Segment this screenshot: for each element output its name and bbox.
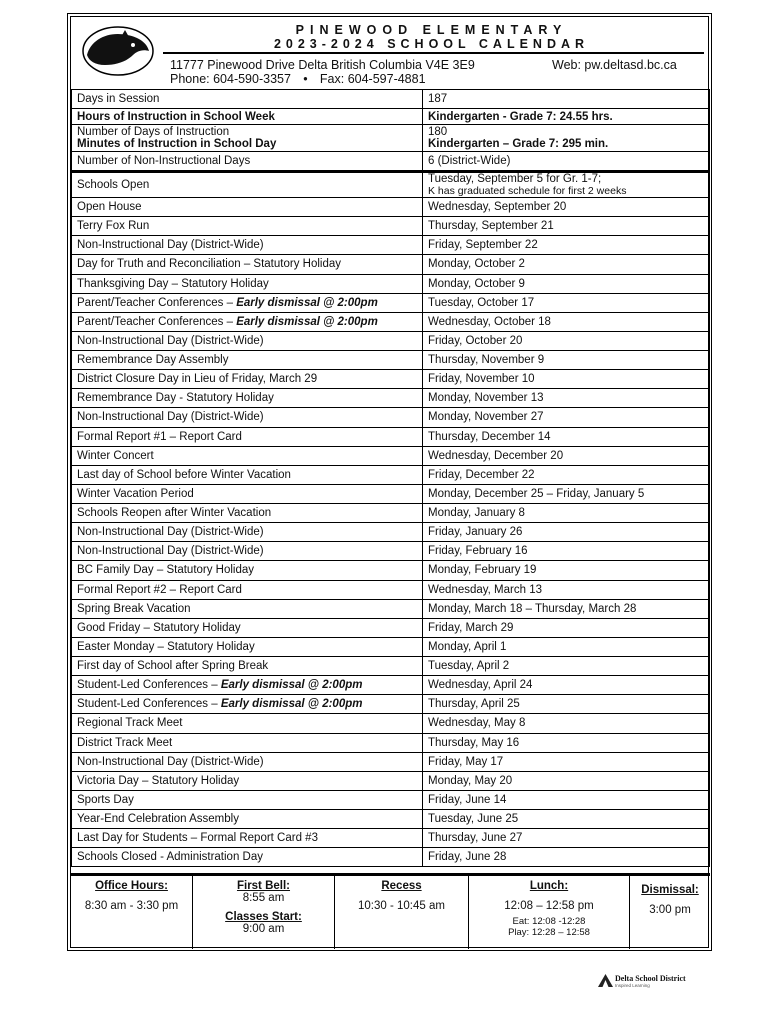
table-row: [72, 810, 710, 829]
event-label-text: Open House: [77, 201, 142, 214]
event-date: Tuesday, June 25: [423, 810, 710, 829]
event-label-text: District Track Meet: [77, 736, 173, 749]
summary-label: Number of Non-Instructional Days: [72, 152, 423, 172]
table-row: [72, 152, 710, 172]
table-row: [72, 695, 710, 714]
table-row: [72, 714, 710, 733]
event-label: [72, 312, 423, 331]
summary-label: [72, 125, 423, 152]
table-row: [72, 446, 710, 465]
lunch-cell: [469, 875, 630, 950]
early-dismissal-note: Early dismissal @ 2:00pm: [220, 698, 363, 711]
event-date: Wednesday, April 24: [423, 676, 710, 695]
event-label: [72, 637, 423, 656]
table-row: [72, 312, 710, 331]
event-label: [72, 752, 423, 771]
early-dismissal-note: Early dismissal @ 2:00pm: [236, 296, 378, 309]
table-row: [72, 637, 710, 656]
table-row: [72, 465, 710, 484]
event-label: [72, 274, 423, 293]
table-row: [72, 198, 710, 217]
bell-schedule: [71, 873, 710, 949]
event-date: Wednesday, September 20: [423, 198, 710, 217]
classes-start-label: Classes Start:: [225, 911, 302, 923]
event-label-text: Schools Reopen after Winter Vacation: [77, 507, 272, 520]
table-row: [72, 599, 710, 618]
event-label-text: District Closure Day in Lieu of Friday, March 29: [77, 373, 318, 386]
event-label: [72, 714, 423, 733]
panther-logo-icon: [81, 25, 155, 77]
table-row: [72, 848, 710, 867]
event-date: Monday, February 19: [423, 561, 710, 580]
district-logo: [598, 972, 708, 992]
event-label-text: Schools Closed - Administration Day: [77, 851, 263, 864]
event-label: [72, 695, 423, 714]
event-date: Thursday, April 25: [423, 695, 710, 714]
table-row: [72, 542, 710, 561]
event-label: [72, 580, 423, 599]
recess-value: 10:30 - 10:45 am: [358, 900, 445, 912]
summary-value: Kindergarten - Grade 7: 24.55 hrs.: [423, 109, 710, 125]
event-date: Friday, October 20: [423, 331, 710, 350]
event-label-text: Day for Truth and Reconciliation – Statutory Holiday: [77, 258, 341, 271]
event-date: Friday, June 28: [423, 848, 710, 867]
event-date: Monday, October 2: [423, 255, 710, 274]
table-row: [72, 790, 710, 809]
event-label: [72, 370, 423, 389]
calendar-frame: [67, 13, 712, 951]
event-date: Friday, March 29: [423, 618, 710, 637]
delta-triangle-logo-icon: [598, 974, 613, 987]
bullet-separator: •: [303, 72, 308, 86]
event-label-text: Student-Led Conferences –: [77, 698, 221, 711]
table-row: [72, 217, 710, 236]
event-date: Tuesday, April 2: [423, 657, 710, 676]
contact-line: [170, 72, 426, 86]
event-date: Thursday, December 14: [423, 427, 710, 446]
summary-value: 6 (District-Wide): [423, 152, 710, 172]
event-label: [72, 561, 423, 580]
phone-number: Phone: 604-590-3357: [170, 72, 291, 86]
district-tagline: Inspired Learning: [615, 983, 650, 988]
event-label-text: Parent/Teacher Conferences –: [77, 296, 237, 309]
event-label: [72, 523, 423, 542]
event-label: [72, 676, 423, 695]
event-label-text: Spring Break Vacation: [77, 602, 191, 615]
table-row: [72, 125, 710, 152]
dismissal-label: Dismissal:: [641, 884, 699, 896]
office-hours-value: 8:30 am - 3:30 pm: [84, 900, 179, 912]
event-label-text: Non-Instructional Day (District-Wide): [77, 334, 264, 347]
table-row: [72, 771, 710, 790]
event-label: [72, 848, 423, 867]
event-label-text: First day of School after Spring Break: [77, 660, 269, 673]
lunch-value: 12:08 – 12:58 pm: [504, 900, 594, 912]
event-label: [72, 599, 423, 618]
table-row: [72, 427, 710, 446]
event-label-text: Student-Led Conferences –: [77, 679, 221, 692]
event-date: Friday, November 10: [423, 370, 710, 389]
event-label: [72, 790, 423, 809]
event-label-text: Winter Vacation Period: [77, 487, 194, 500]
event-label: [72, 389, 423, 408]
event-label-text: Non-Instructional Day (District-Wide): [77, 755, 264, 768]
event-date: Friday, September 22: [423, 236, 710, 255]
event-date: Friday, February 16: [423, 542, 710, 561]
event-label: [72, 293, 423, 312]
minutes-instruction-label: Minutes of Instruction in School Day: [77, 138, 277, 150]
table-row: [72, 752, 710, 771]
event-label-text: BC Family Day – Statutory Holiday: [77, 564, 255, 577]
event-date: Friday, December 22: [423, 465, 710, 484]
event-label: [72, 810, 423, 829]
event-date: Friday, January 26: [423, 523, 710, 542]
event-date: Monday, May 20: [423, 771, 710, 790]
event-label: [72, 465, 423, 484]
event-label-text: Non-Instructional Day (District-Wide): [77, 545, 264, 558]
event-label-text: Victoria Day – Statutory Holiday: [77, 774, 240, 787]
days-instruction-label: Number of Days of Instruction: [77, 126, 230, 138]
summary-value: [423, 125, 710, 152]
bell-times-cell: [193, 875, 335, 950]
event-label: [72, 408, 423, 427]
event-date: Tuesday, October 17: [423, 293, 710, 312]
school-address: 11777 Pinewood Drive Delta British Columbia V4E 3E9: [170, 58, 475, 72]
event-label: [72, 618, 423, 637]
event-date: Thursday, September 21: [423, 217, 710, 236]
dismissal-value: 3:00 pm: [649, 904, 691, 916]
table-row: [72, 172, 710, 198]
classes-start-value: 9:00 am: [242, 923, 285, 935]
event-date: Monday, March 18 – Thursday, March 28: [423, 599, 710, 618]
event-date: Wednesday, December 20: [423, 446, 710, 465]
event-label: [72, 331, 423, 350]
event-label-text: Winter Concert: [77, 449, 154, 462]
summary-value: 187: [423, 90, 710, 109]
dismissal-cell: [630, 875, 711, 950]
event-date: Thursday, November 9: [423, 351, 710, 370]
event-label-text: Thanksgiving Day – Statutory Holiday: [77, 277, 269, 290]
event-date: Friday, June 14: [423, 790, 710, 809]
table-row: [72, 109, 710, 125]
event-label-text: Good Friday – Statutory Holiday: [77, 621, 241, 634]
event-label: [72, 504, 423, 523]
early-dismissal-note: Early dismissal @ 2:00pm: [220, 679, 363, 692]
event-date: Monday, January 8: [423, 504, 710, 523]
recess-label: Recess: [381, 880, 422, 892]
table-row: [72, 523, 710, 542]
days-instruction-value: 180: [428, 126, 448, 138]
event-date: Thursday, June 27: [423, 829, 710, 848]
table-row: [72, 733, 710, 752]
table-row: [72, 389, 710, 408]
event-label: [72, 217, 423, 236]
event-label: [72, 657, 423, 676]
event-label: [72, 236, 423, 255]
calendar-title: 2023-2024 SCHOOL CALENDAR: [273, 37, 590, 51]
event-label: [72, 829, 423, 848]
early-dismissal-note: Early dismissal @ 2:00pm: [236, 315, 378, 328]
minutes-instruction-value: Kindergarten – Grade 7: 295 min.: [428, 138, 609, 150]
table-row: [72, 829, 710, 848]
table-row: [72, 504, 710, 523]
event-date: Wednesday, May 8: [423, 714, 710, 733]
event-label-text: Last day of School before Winter Vacation: [77, 468, 291, 481]
event-label: [72, 484, 423, 503]
event-label: [72, 542, 423, 561]
summary-label: Hours of Instruction in School Week: [72, 109, 423, 125]
school-website: Web: pw.deltasd.bc.ca: [552, 58, 677, 72]
event-label-text: Non-Instructional Day (District-Wide): [77, 239, 264, 252]
table-row: [72, 370, 710, 389]
event-label: [72, 427, 423, 446]
district-name: Delta School District: [615, 974, 686, 983]
event-label-text: Parent/Teacher Conferences –: [77, 315, 237, 328]
fax-number: Fax: 604-597-4881: [319, 72, 426, 86]
event-label-text: Formal Report #1 – Report Card: [77, 430, 242, 443]
table-row: [72, 484, 710, 503]
event-label-text: Terry Fox Run: [77, 220, 150, 233]
event-label-text: Regional Track Meet: [77, 717, 183, 730]
table-row: [72, 293, 710, 312]
first-bell-value: 8:55 am: [242, 892, 285, 904]
first-bell-label: First Bell:: [236, 880, 291, 892]
event-label-text: Sports Day: [77, 793, 134, 806]
recess-cell: [335, 875, 469, 950]
table-row: [72, 255, 710, 274]
lunch-eat-time: Eat: 12:08 -12:28: [512, 916, 586, 927]
table-row: [72, 676, 710, 695]
event-label: [72, 446, 423, 465]
event-date: Monday, April 1: [423, 637, 710, 656]
event-label-text: Year-End Celebration Assembly: [77, 813, 239, 826]
office-hours-label: Office Hours:: [95, 880, 168, 892]
event-date: Monday, December 25 – Friday, January 5: [423, 484, 710, 503]
summary-label: Days in Session: [72, 90, 423, 109]
event-rows: [72, 198, 710, 867]
bell-schedule-row: [71, 875, 710, 950]
calendar-header: [71, 17, 708, 90]
event-label-text: Easter Monday – Statutory Holiday: [77, 640, 255, 653]
event-date: Wednesday, March 13: [423, 580, 710, 599]
table-row: [72, 618, 710, 637]
table-row: [72, 351, 710, 370]
table-row: [72, 580, 710, 599]
calendar-inner: [70, 16, 709, 948]
header-rule: [163, 52, 704, 54]
event-date: [423, 172, 710, 198]
event-label: Schools Open: [72, 172, 423, 198]
event-label-text: Non-Instructional Day (District-Wide): [77, 526, 264, 539]
event-label: [72, 255, 423, 274]
event-date: Thursday, May 16: [423, 733, 710, 752]
event-label-text: Last Day for Students – Formal Report Card #3: [77, 832, 318, 845]
table-row: [72, 331, 710, 350]
kindergarten-note: K has graduated schedule for first 2 weeks: [428, 185, 627, 197]
event-label-text: Non-Instructional Day (District-Wide): [77, 411, 264, 424]
lunch-label: Lunch:: [529, 880, 569, 892]
event-label-text: Remembrance Day Assembly: [77, 354, 229, 367]
table-row: [72, 90, 710, 109]
event-date: Friday, May 17: [423, 752, 710, 771]
schools-open-date: Tuesday, September 5 for Gr. 1-7;: [428, 173, 602, 185]
event-label: [72, 771, 423, 790]
event-date: Monday, November 27: [423, 408, 710, 427]
table-row: [72, 408, 710, 427]
event-label: [72, 351, 423, 370]
table-row: [72, 657, 710, 676]
calendar-table: [71, 89, 710, 867]
event-date: Monday, October 9: [423, 274, 710, 293]
event-label-text: Formal Report #2 – Report Card: [77, 583, 242, 596]
event-date: Wednesday, October 18: [423, 312, 710, 331]
office-hours-cell: [71, 875, 193, 950]
table-row: [72, 236, 710, 255]
event-date: Monday, November 13: [423, 389, 710, 408]
summary-rows: [72, 90, 710, 198]
table-row: [72, 561, 710, 580]
event-label: [72, 198, 423, 217]
school-name: PINEWOOD ELEMENTARY: [295, 23, 568, 37]
event-label-text: Remembrance Day - Statutory Holiday: [77, 392, 274, 405]
event-label: [72, 733, 423, 752]
table-row: [72, 274, 710, 293]
lunch-play-time: Play: 12:28 – 12:58: [508, 927, 590, 938]
